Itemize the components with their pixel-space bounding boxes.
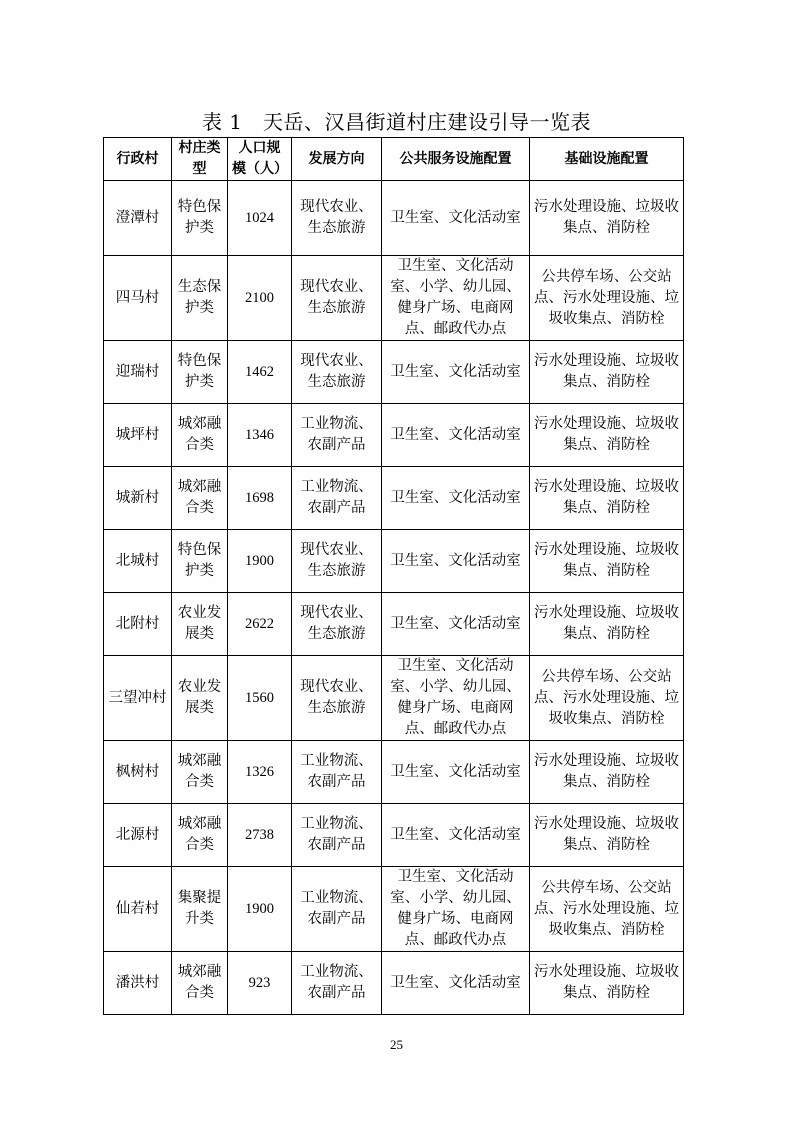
- cell-public-facilities: 卫生室、文化活动室: [382, 804, 530, 867]
- cell-public-facilities: 卫生室、文化活动室: [382, 181, 530, 256]
- table-row: [104, 530, 684, 593]
- cell-village: 澄潭村: [104, 181, 172, 256]
- cell-village: 城新村: [104, 467, 172, 530]
- cell-village: 北附村: [104, 593, 172, 656]
- cell-population: 2622: [228, 593, 292, 656]
- cell-population: 1326: [228, 741, 292, 804]
- cell-type: 特色保护类: [172, 530, 228, 593]
- cell-village: 城坪村: [104, 404, 172, 467]
- cell-infrastructure: 公共停车场、公交站点、污水处理设施、垃圾收集点、消防栓: [530, 256, 684, 341]
- cell-public-facilities: 卫生室、文化活动室、小学、幼儿园、健身广场、电商网点、邮政代办点: [382, 867, 530, 952]
- cell-population: 1900: [228, 867, 292, 952]
- cell-type: 特色保护类: [172, 341, 228, 404]
- header-population: 人口规模（人）: [228, 138, 292, 181]
- cell-direction: 现代农业、生态旅游: [292, 656, 382, 741]
- cell-infrastructure: 污水处理设施、垃圾收集点、消防栓: [530, 467, 684, 530]
- cell-public-facilities: 卫生室、文化活动室、小学、幼儿园、健身广场、电商网点、邮政代办点: [382, 656, 530, 741]
- cell-village: 北城村: [104, 530, 172, 593]
- cell-direction: 工业物流、农副产品: [292, 867, 382, 952]
- cell-village: 仙若村: [104, 867, 172, 952]
- table-row: [104, 256, 684, 341]
- cell-infrastructure: 公共停车场、公交站点、污水处理设施、垃圾收集点、消防栓: [530, 656, 684, 741]
- cell-direction: 工业物流、农副产品: [292, 467, 382, 530]
- table-row: [104, 593, 684, 656]
- cell-type: 城郊融合类: [172, 952, 228, 1015]
- cell-population: 923: [228, 952, 292, 1015]
- cell-direction: 现代农业、生态旅游: [292, 593, 382, 656]
- table-row: [104, 341, 684, 404]
- cell-infrastructure: 污水处理设施、垃圾收集点、消防栓: [530, 530, 684, 593]
- cell-direction: 工业物流、农副产品: [292, 952, 382, 1015]
- cell-direction: 工业物流、农副产品: [292, 404, 382, 467]
- header-village: 行政村: [104, 138, 172, 181]
- table-row: [104, 952, 684, 1015]
- table-header-row: [104, 138, 684, 181]
- table-row: [104, 467, 684, 530]
- cell-type: 集聚提升类: [172, 867, 228, 952]
- cell-type: 农业发展类: [172, 593, 228, 656]
- cell-population: 1462: [228, 341, 292, 404]
- table-row: [104, 741, 684, 804]
- cell-type: 农业发展类: [172, 656, 228, 741]
- cell-population: 1698: [228, 467, 292, 530]
- cell-direction: 现代农业、生态旅游: [292, 530, 382, 593]
- cell-public-facilities: 卫生室、文化活动室: [382, 467, 530, 530]
- cell-type: 生态保护类: [172, 256, 228, 341]
- cell-direction: 工业物流、农副产品: [292, 741, 382, 804]
- table-row: [104, 867, 684, 952]
- cell-population: 2738: [228, 804, 292, 867]
- cell-type: 城郊融合类: [172, 741, 228, 804]
- header-direction: 发展方向: [292, 138, 382, 181]
- cell-type: 城郊融合类: [172, 404, 228, 467]
- cell-population: 1560: [228, 656, 292, 741]
- cell-village: 枫树村: [104, 741, 172, 804]
- cell-direction: 现代农业、生态旅游: [292, 181, 382, 256]
- cell-population: 1900: [228, 530, 292, 593]
- cell-type: 城郊融合类: [172, 467, 228, 530]
- cell-public-facilities: 卫生室、文化活动室: [382, 404, 530, 467]
- cell-public-facilities: 卫生室、文化活动室: [382, 593, 530, 656]
- cell-village: 四马村: [104, 256, 172, 341]
- header-infrastructure: 基础设施配置: [530, 138, 684, 181]
- cell-public-facilities: 卫生室、文化活动室: [382, 952, 530, 1015]
- cell-infrastructure: 污水处理设施、垃圾收集点、消防栓: [530, 804, 684, 867]
- cell-population: 1346: [228, 404, 292, 467]
- table-title: 表 1 天岳、汉昌街道村庄建设引导一览表: [201, 110, 592, 134]
- cell-village: 北源村: [104, 804, 172, 867]
- village-guide-table: [103, 137, 684, 1015]
- cell-village: 潘洪村: [104, 952, 172, 1015]
- cell-type: 城郊融合类: [172, 804, 228, 867]
- cell-infrastructure: 污水处理设施、垃圾收集点、消防栓: [530, 952, 684, 1015]
- header-type: 村庄类型: [172, 138, 228, 181]
- cell-village: 三望冲村: [104, 656, 172, 741]
- header-public-facilities: 公共服务设施配置: [382, 138, 530, 181]
- cell-village: 迎瑞村: [104, 341, 172, 404]
- page-number: 25: [390, 1037, 403, 1052]
- cell-direction: 现代农业、生态旅游: [292, 256, 382, 341]
- cell-direction: 工业物流、农副产品: [292, 804, 382, 867]
- cell-public-facilities: 卫生室、文化活动室、小学、幼儿园、健身广场、电商网点、邮政代办点: [382, 256, 530, 341]
- cell-infrastructure: 污水处理设施、垃圾收集点、消防栓: [530, 404, 684, 467]
- cell-public-facilities: 卫生室、文化活动室: [382, 530, 530, 593]
- cell-infrastructure: 污水处理设施、垃圾收集点、消防栓: [530, 181, 684, 256]
- cell-population: 2100: [228, 256, 292, 341]
- cell-infrastructure: 污水处理设施、垃圾收集点、消防栓: [530, 341, 684, 404]
- cell-infrastructure: 污水处理设施、垃圾收集点、消防栓: [530, 593, 684, 656]
- table-row: [104, 404, 684, 467]
- cell-infrastructure: 公共停车场、公交站点、污水处理设施、垃圾收集点、消防栓: [530, 867, 684, 952]
- table-row: [104, 181, 684, 256]
- cell-public-facilities: 卫生室、文化活动室: [382, 341, 530, 404]
- cell-type: 特色保护类: [172, 181, 228, 256]
- cell-public-facilities: 卫生室、文化活动室: [382, 741, 530, 804]
- table-row: [104, 656, 684, 741]
- cell-infrastructure: 污水处理设施、垃圾收集点、消防栓: [530, 741, 684, 804]
- cell-population: 1024: [228, 181, 292, 256]
- table-row: [104, 804, 684, 867]
- cell-direction: 现代农业、生态旅游: [292, 341, 382, 404]
